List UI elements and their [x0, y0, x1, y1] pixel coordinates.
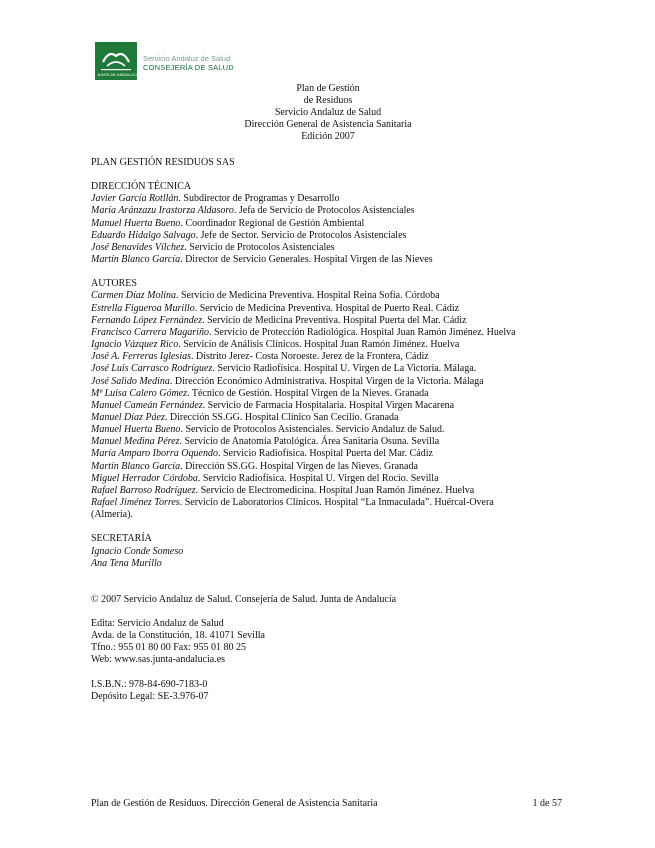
- person-name: Carmen Díaz Molina: [91, 290, 176, 302]
- person-role: . Técnico de Gestión. Hospital Virgen de la Nieves. Granada: [187, 387, 429, 399]
- person-role: . Servicio de Electromedicina. Hospital Juan Ramón Jiménez. Huelva: [195, 484, 475, 496]
- person-name: Martín Blanco García: [91, 460, 181, 472]
- person-role: . Servicio de Protocolos Asistenciales: [184, 241, 335, 253]
- publisher-line: Edita: Servicio Andaluz de Salud: [91, 618, 224, 629]
- person-role: . Servicio de Farmacia Hospitalaria. Hospital Virgen Macarena: [202, 399, 455, 411]
- autor-entry: [91, 351, 561, 363]
- person-name: Manuel Díaz Páez: [91, 411, 165, 423]
- person-role: . Dirección SS.GG. Hospital Virgen de las Nieves. Granada: [180, 460, 418, 472]
- person-role: . Servicio Radiofísica. Hospital Puerta del Mar. Cádiz: [217, 448, 433, 460]
- person-name: Mª Luisa Calero Gómez: [91, 387, 188, 399]
- direccion-entry: [91, 254, 561, 266]
- autor-entry: [91, 376, 561, 388]
- deposito-legal: Depósito Legal: SE-3.976-07: [91, 690, 209, 702]
- person-role: . Servicio de Medicina Preventiva. Hospital Reina Sofía. Córdoba: [176, 290, 440, 302]
- person-role: . Subdirector de Programas y Desarrollo: [178, 193, 340, 205]
- person-name: Martín Blanco García: [91, 254, 181, 266]
- autor-entry: [91, 497, 561, 509]
- autor-entry: [91, 315, 561, 327]
- copyright-notice: © 2007 Servicio Andaluz de Salud. Consejería de Salud. Junta de Andalucía: [91, 593, 397, 605]
- person-name: José Benavides Vílchez: [91, 241, 185, 253]
- autores-list: [91, 290, 561, 521]
- direccion-entry: [91, 218, 561, 230]
- direccion-entry: [91, 205, 561, 217]
- person-name: María Amparo Iborra Oquendo: [91, 448, 218, 460]
- autor-entry: [91, 461, 561, 473]
- autor-entry: [91, 400, 561, 412]
- direccion-entry: [91, 242, 561, 254]
- person-role: . Servicio de Medicina Preventiva. Hospital de Puerto Real. Cádiz: [194, 302, 460, 314]
- publisher-web: Web: www.sas.junta-andalucia.es: [91, 654, 226, 666]
- person-role: . Coordinador Regional de Gestión Ambiental: [180, 217, 365, 229]
- person-role: . Jefa de Servicio de Protocolos Asistenciales: [233, 205, 415, 217]
- sas-logo: [95, 42, 235, 82]
- autor-entry: [91, 485, 561, 497]
- person-role: . Servicio de Medicina Preventiva. Hospital Puerta del Mar. Cádiz: [202, 314, 467, 326]
- person-name: Estrella Figueroa Murillo: [91, 302, 195, 314]
- person-role: . Director de Servicio Generales. Hospital Virgen de las Nieves: [180, 254, 433, 266]
- document-body: [91, 157, 561, 703]
- person-name: José Salido Medina: [91, 375, 170, 387]
- person-name: Manuel Cameán Fernández: [91, 399, 203, 411]
- person-role: . Servicio Radiofísica. Hospital U. Virgen del Rocío. Sevilla: [197, 472, 439, 484]
- heading-line: Servicio Andaluz de Salud: [274, 107, 382, 119]
- autor-entry: [91, 473, 561, 485]
- person-name: Francisco Carrera Magariño: [91, 326, 209, 338]
- autor-entry-continuation: (Almería).: [91, 509, 133, 521]
- person-name: Eduardo Hidalgo Salvago: [91, 229, 196, 241]
- footer-title: Plan de Gestión de Residuos. Dirección General de Asistencia Sanitaria: [91, 798, 378, 809]
- direccion-list: [91, 193, 561, 266]
- person-name: José Luis Carrasco Rodríguez: [91, 363, 213, 375]
- autor-entry: [91, 303, 561, 315]
- person-role: . Dirección Económico Administrativa. Hospital Virgen de la Victoria. Málaga: [169, 375, 484, 387]
- publisher-address: Avda. de la Constitución, 18. 41071 Sevilla: [91, 630, 265, 642]
- person-role: . Servicio de Protocolos Asistenciales. Servicio Andaluz de Salud.: [180, 424, 445, 436]
- secretaria-name: Ana Tena Murillo: [91, 557, 162, 569]
- autor-entry: [91, 363, 561, 375]
- person-name: Rafael Jiménez Torres: [91, 497, 180, 509]
- autor-entry: [91, 448, 561, 460]
- direccion-entry: [91, 193, 561, 205]
- person-role: . Distrito Jerez- Costa Noroeste. Jerez de la Frontera, Cádiz: [191, 351, 429, 363]
- emblem-text: JUNTA DE ANDALUCIA: [97, 72, 140, 77]
- person-name: María Aránzazu Irastorza Aldasoro: [91, 205, 234, 217]
- person-role: . Servicio Radiofísica. Hospital U. Virgen de La Victoria. Málaga.: [212, 363, 477, 375]
- person-name: Rafael Barroso Rodríguez: [91, 484, 196, 496]
- logo-line-service: Servicio Andaluz de Salud: [143, 54, 231, 63]
- person-role: . Servicio de Anatomía Patológica. Área Sanitaria Osuna. Sevilla: [179, 436, 440, 448]
- section-title-secretaria: SECRETARÍA: [91, 533, 152, 545]
- person-role: . Servicio de Laboratorios Clínicos. Hospital “La Inmaculada”. Huércal-Overa: [179, 497, 494, 509]
- person-name: Manuel Huerta Bueno: [91, 424, 181, 436]
- autor-entry: [91, 412, 561, 424]
- heading-line: Plan de Gestión: [296, 83, 360, 94]
- section-title-direccion: DIRECCIÓN TÉCNICA: [91, 181, 192, 193]
- junta-andalucia-emblem-icon: [95, 42, 140, 80]
- person-role: . Jefe de Sector. Servicio de Protocolos Asistenciales: [195, 229, 407, 241]
- autor-entry: [91, 388, 561, 400]
- isbn: I.S.B.N.: 978-84-690-7183-0: [91, 678, 208, 690]
- publisher-phone: Tfno.: 955 01 80 00 Fax: 955 01 80 25: [91, 642, 246, 654]
- autor-entry: [91, 327, 561, 339]
- direccion-entry: [91, 230, 561, 242]
- person-name: Fernando López Fernández: [91, 314, 203, 326]
- heading-line: Dirección General de Asistencia Sanitaria: [244, 119, 412, 131]
- logo-line-consejeria: CONSEJERÍA DE SALUD: [143, 63, 234, 72]
- heading-line: Edición 2007: [301, 131, 355, 143]
- autor-entry: [91, 424, 561, 436]
- autor-entry: [91, 290, 561, 302]
- document-title: PLAN GESTIÓN RESIDUOS SAS: [91, 157, 235, 168]
- person-role: . Servicio de Protección Radiológica. Hospital Juan Ramón Jiménez. Huelva: [208, 326, 516, 338]
- document-heading: [200, 83, 456, 143]
- autor-entry: [91, 339, 561, 351]
- person-role: . Dirección SS.GG. Hospital Clínico San Cecilio. Granada: [164, 411, 399, 423]
- autor-entry: [91, 436, 561, 448]
- secretaria-name: Ignacio Conde Someso: [91, 545, 184, 557]
- person-role: . Servicio de Análisis Clínicos. Hospital Juan Ramón Jiménez. Huelva: [178, 339, 460, 351]
- section-title-autores: AUTORES: [91, 278, 137, 290]
- person-name: Ignacio Vázquez Rico: [91, 339, 179, 351]
- logo-text: [143, 54, 234, 72]
- person-name: José A. Ferreras Iglesias: [91, 351, 191, 363]
- person-name: Javier García Rotllán: [91, 193, 179, 205]
- person-name: Miguel Herrador Córdoba: [91, 472, 198, 484]
- person-name: Manuel Huerta Bueno: [91, 217, 181, 229]
- page-number: 1 de 57: [532, 798, 562, 809]
- person-name: Manuel Medina Pérez: [91, 436, 180, 448]
- heading-line: de Residuos: [303, 95, 353, 107]
